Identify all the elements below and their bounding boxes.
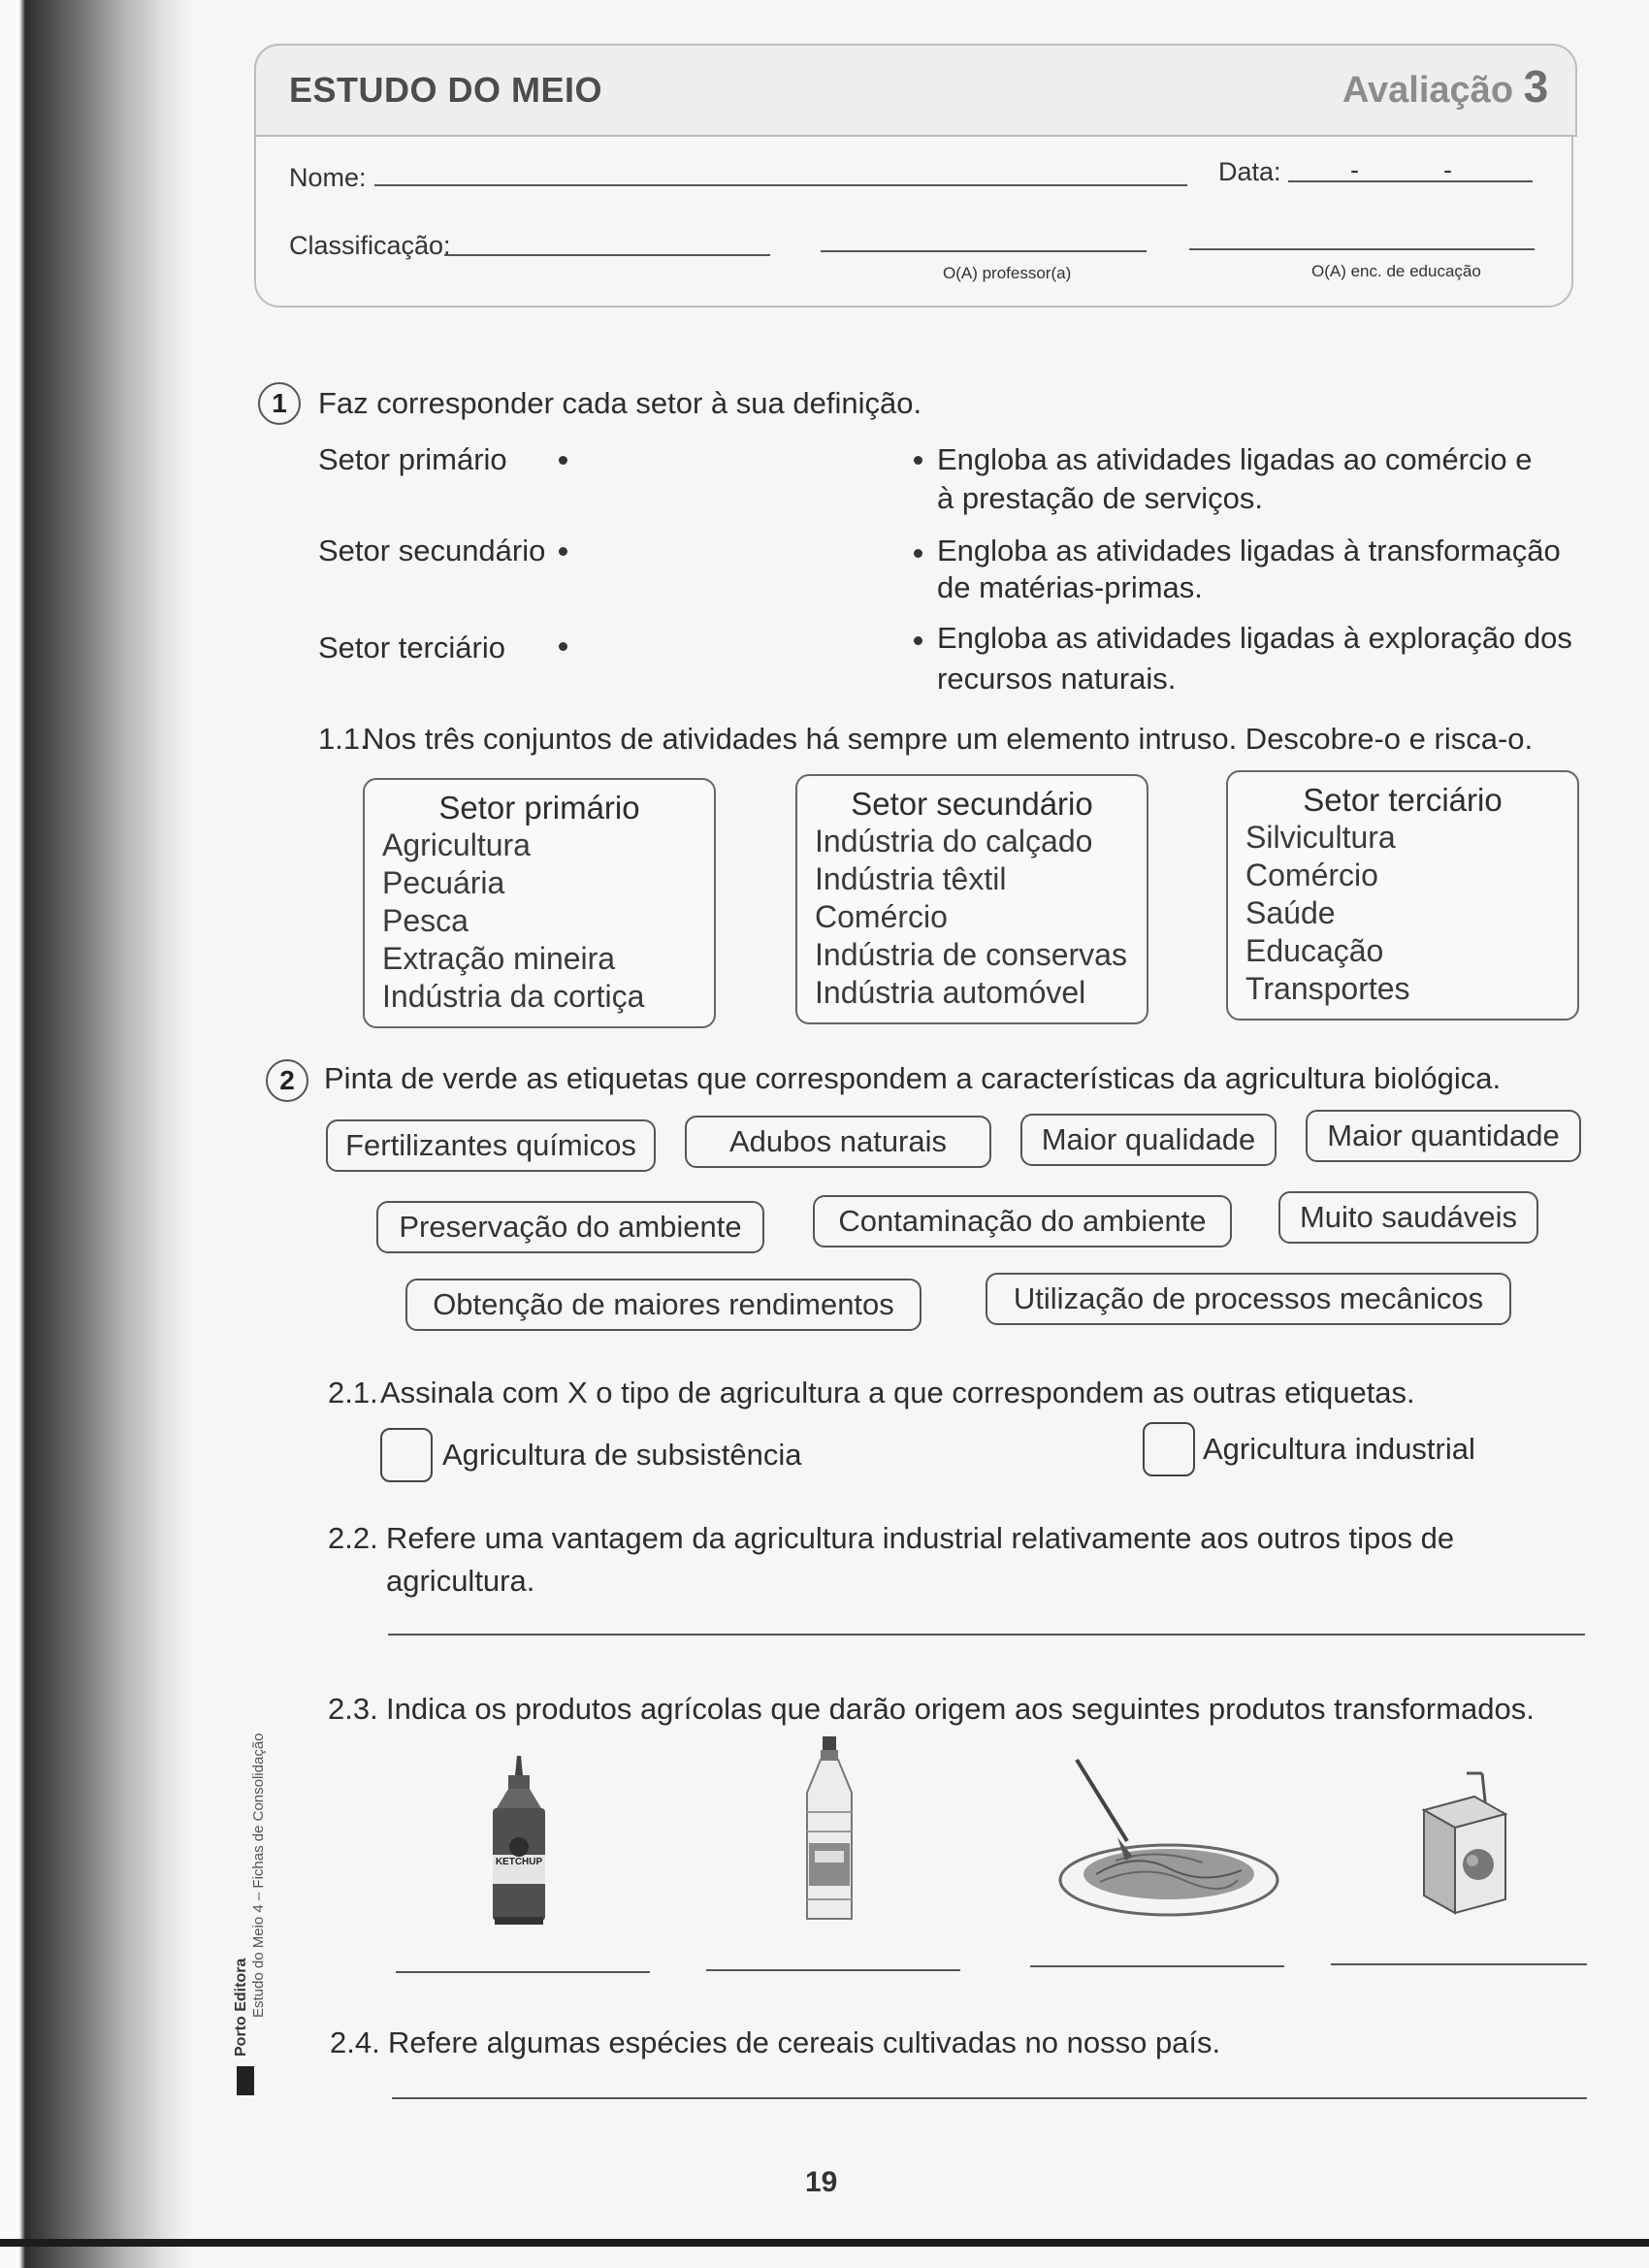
box-item[interactable]: Educação	[1245, 933, 1384, 968]
date-field[interactable]	[1288, 180, 1533, 182]
name-label: Nome:	[289, 163, 367, 192]
subquestion-text: Nos três conjuntos de atividades há sempre um elemento intruso. Descobre-o e risca-o.	[363, 722, 1534, 756]
evaluation-number: 3	[1523, 61, 1549, 112]
series-text: Estudo do Meio 4 – Fichas de Consolidação	[250, 1733, 267, 2018]
option-label: Agricultura industrial	[1203, 1432, 1475, 1466]
tag-label[interactable]: Muito saudáveis	[1278, 1191, 1538, 1244]
date-separator: -	[1350, 155, 1359, 184]
guardian-signature-line[interactable]	[1189, 248, 1535, 250]
classification-label: Classificação:	[289, 231, 451, 260]
publisher-name: Porto Editora	[233, 1958, 249, 2057]
match-dot[interactable]	[914, 456, 922, 465]
subquestion-text: agricultura.	[386, 1564, 535, 1598]
box-item[interactable]: Indústria da cortiça	[382, 979, 645, 1014]
definition-text: recursos naturais.	[937, 662, 1177, 696]
match-dot[interactable]	[914, 549, 922, 558]
question-instruction: Faz corresponder cada setor à sua definição.	[318, 386, 922, 420]
subquestion-label: 1.1.	[318, 722, 369, 756]
sector-label: Setor secundário	[318, 534, 546, 567]
tag-label[interactable]: Maior qualidade	[1020, 1114, 1277, 1166]
box-item[interactable]: Comércio	[815, 899, 948, 934]
tag-label[interactable]: Maior quantidade	[1306, 1110, 1581, 1162]
box-item[interactable]: Silvicultura	[1245, 820, 1396, 855]
box-item[interactable]: Pecuária	[382, 865, 505, 900]
answer-line[interactable]	[392, 2097, 1587, 2099]
box-title: Setor secundário	[851, 786, 1093, 822]
juice-carton-icon	[1416, 1771, 1513, 1917]
answer-line[interactable]	[396, 1971, 650, 1973]
box-item[interactable]: Saúde	[1245, 895, 1336, 930]
subquestion-text: Refere uma vantagem da agricultura industrial relativamente aos outros tipos de	[386, 1521, 1455, 1555]
tag-label[interactable]: Utilização de processos mecânicos	[986, 1273, 1511, 1325]
sector-label: Setor primário	[318, 442, 507, 476]
question-number: 2	[266, 1059, 308, 1102]
box-item[interactable]: Indústria de conservas	[815, 937, 1127, 972]
subquestion-text: Refere algumas espécies de cereais cultivadas no nosso país.	[388, 2025, 1221, 2059]
match-dot[interactable]	[559, 642, 567, 651]
subject-title: ESTUDO DO MEIO	[289, 70, 603, 110]
guardian-caption: O(A) enc. de educação	[1311, 262, 1481, 280]
answer-line[interactable]	[706, 1969, 960, 1971]
box-item[interactable]: Pesca	[382, 903, 469, 938]
evaluation-title	[1342, 60, 1548, 113]
ketchup-label: KETCHUP	[495, 1857, 543, 1867]
definition-text: Engloba as atividades ligadas à exploração dos	[937, 621, 1572, 655]
answer-line[interactable]	[388, 1634, 1585, 1636]
box-item[interactable]: Comércio	[1245, 858, 1378, 892]
match-dot[interactable]	[559, 456, 567, 465]
name-field[interactable]	[374, 184, 1187, 186]
subquestion-label: 2.1.	[328, 1376, 378, 1409]
tag-label[interactable]: Fertilizantes químicos	[326, 1119, 656, 1172]
evaluation-label: Avaliação	[1342, 70, 1514, 111]
subquestion-text: Assinala com X o tipo de agricultura a que correspondem as outras etiquetas.	[380, 1376, 1415, 1409]
tag-label[interactable]: Contaminação do ambiente	[813, 1195, 1232, 1247]
spaghetti-plate-icon	[1057, 1754, 1280, 1919]
box-item[interactable]: Agricultura	[382, 827, 531, 862]
question-number: 1	[258, 382, 301, 425]
scan-edge	[0, 2239, 1649, 2247]
match-dot[interactable]	[914, 636, 922, 645]
tag-label[interactable]: Adubos naturais	[685, 1116, 991, 1168]
date-separator: -	[1443, 155, 1452, 184]
subquestion-label: 2.2.	[328, 1521, 378, 1555]
book-spine-shadow	[0, 0, 194, 2268]
teacher-signature-line[interactable]	[821, 250, 1147, 252]
definition-text: Engloba as atividades ligadas ao comércio e	[937, 442, 1533, 476]
subquestion-text: Indica os produtos agrícolas que darão origem aos seguintes produtos transformados.	[386, 1692, 1535, 1726]
answer-line[interactable]	[1331, 1963, 1587, 1965]
box-item[interactable]: Indústria automóvel	[815, 975, 1086, 1010]
sector-box-secondary	[795, 774, 1148, 1024]
option-label: Agricultura de subsistência	[442, 1438, 802, 1472]
publisher-logo-icon	[237, 2066, 254, 2095]
box-item[interactable]: Extração mineira	[382, 941, 616, 976]
checkbox-subsistence[interactable]	[380, 1428, 433, 1482]
subquestion-label: 2.4.	[330, 2025, 380, 2059]
date-label: Data:	[1218, 157, 1281, 186]
box-item[interactable]: Indústria têxtil	[815, 861, 1007, 896]
definition-text: Engloba as atividades ligadas à transformação	[937, 534, 1561, 567]
subquestion-label: 2.3.	[328, 1692, 378, 1726]
sector-box-tertiary	[1226, 770, 1579, 1021]
box-item[interactable]: Indústria do calçado	[815, 824, 1093, 859]
tag-label[interactable]: Preservação do ambiente	[376, 1201, 764, 1253]
answer-line[interactable]	[1030, 1965, 1284, 1967]
classification-field[interactable]	[444, 254, 770, 256]
sector-label: Setor terciário	[318, 631, 505, 664]
page-number: 19	[805, 2166, 838, 2198]
teacher-caption: O(A) professor(a)	[943, 264, 1072, 282]
box-title: Setor terciário	[1303, 782, 1503, 818]
definition-text: à prestação de serviços.	[937, 481, 1264, 515]
question-instruction: Pinta de verde as etiquetas que correspondem a características da agricultura biológica.	[324, 1061, 1502, 1095]
box-item[interactable]: Transportes	[1245, 971, 1410, 1006]
match-dot[interactable]	[559, 547, 567, 556]
oil-bottle-icon	[795, 1734, 863, 1928]
sector-box-primary	[363, 778, 716, 1028]
tag-label[interactable]: Obtenção de maiores rendimentos	[405, 1279, 922, 1331]
definition-text: de matérias-primas.	[937, 570, 1203, 604]
checkbox-industrial[interactable]	[1143, 1422, 1195, 1476]
ketchup-bottle-icon	[485, 1754, 553, 1928]
box-title: Setor primário	[438, 790, 640, 826]
